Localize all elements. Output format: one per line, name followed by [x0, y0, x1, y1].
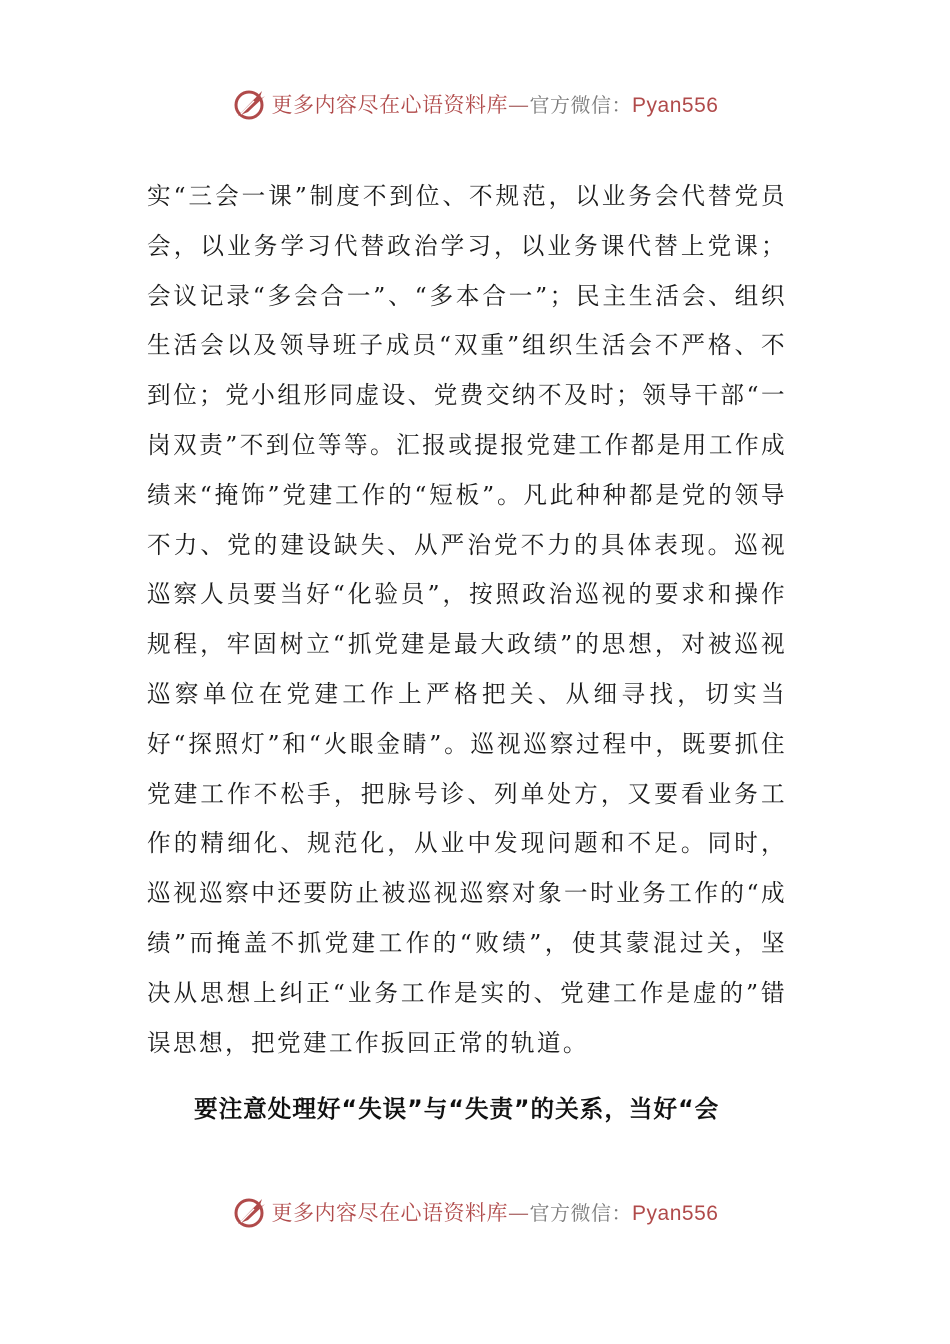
header-banner-main: 更多内容尽在心语资料库 — [271, 93, 509, 117]
footer-banner-dash: — — [508, 1201, 530, 1225]
header-banner-official: 官方微信： — [529, 93, 633, 117]
header-banner — [0, 82, 950, 126]
footer-banner-official: 官方微信： — [529, 1201, 633, 1225]
footer-banner-text — [272, 1197, 719, 1227]
header-banner-handle: Pyan556 — [632, 94, 719, 117]
quill-pen-logo-icon — [232, 1194, 268, 1230]
quill-pen-logo-icon — [232, 86, 268, 122]
header-banner-text — [272, 89, 719, 119]
footer-banner — [0, 1190, 950, 1234]
header-banner-dash: — — [508, 93, 530, 117]
section-heading: 要注意处理好“失误”与“失责”的关系，当好“会 — [194, 1095, 720, 1123]
footer-banner-main: 更多内容尽在心语资料库 — [271, 1201, 509, 1225]
footer-banner-handle: Pyan556 — [632, 1202, 719, 1225]
body-paragraph: 实“三会一课”制度不到位、不规范，以业务会代替党员会，以业务学习代替政治学习，以业务课代替上党课；会议记录“多会合一”、“多本合一”；民主生活会、组织生活会以及领导班子成员“双重”组织生活会不严格、不到位；党小组形同虚设、党费交纳不及时；领导干部“一岗双责”不到位等等。汇报或提报党建工作都是用工作成绩来“掩饰”党建工作的“短板”。凡此种种都是党的领导不力、党的建设缺失、从严治党不力的具体表现。巡视巡察人员要当好“化验员”，按照政治巡视的要求和操作规程，牢固树立“抓党建是最大政绩”的思想，对被巡视巡察单位在党建工作上严格把关、从细寻找，切实当好“探照灯”和“火眼金睛”。巡视巡察过程中，既要抓住党建工作不松手，把脉号诊、列单处方，又要看业务工作的精细化、规范化，从业中发现问题和不足。同时，巡视巡察中还要防止被巡视巡察对象一时业务工作的“成绩”而掩盖不抓党建工作的“败绩”，使其蒙混过关，坚决从思想上纠正“业务工作是实的、党建工作是虚的”错误思想，把党建工作扳回正常的轨道。 — [147, 182, 787, 1057]
